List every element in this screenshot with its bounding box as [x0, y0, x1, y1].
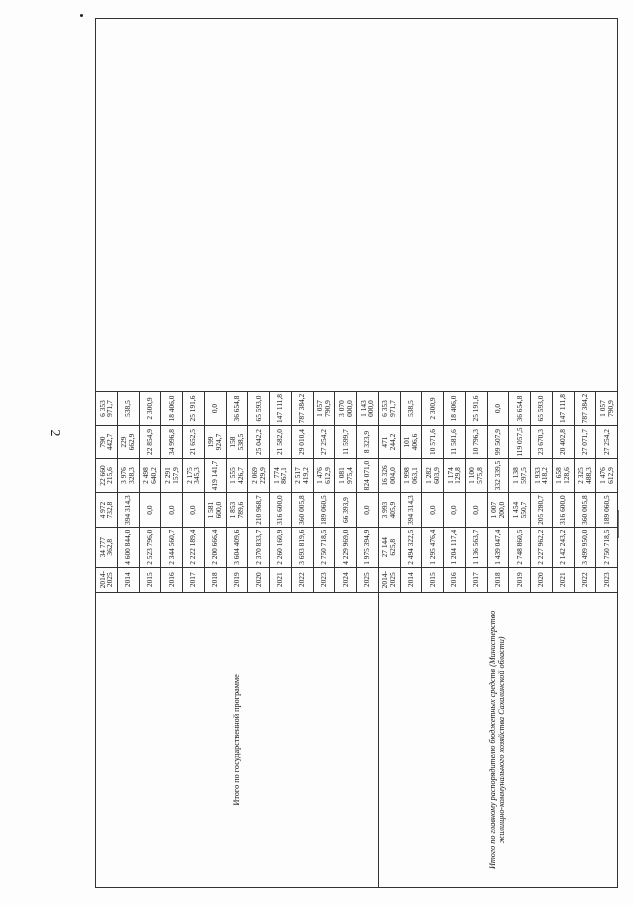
amount-cell: 1 081 975,4 — [335, 458, 357, 493]
amount-cell: 2 523 796,0 — [139, 527, 161, 567]
amount-cell: 0,0 — [161, 493, 183, 528]
amount-cell: 1 975 394,9 — [357, 527, 379, 567]
amount-cell: 1 476 612,9 — [313, 458, 335, 493]
amount-cell: 1 282 603,9 — [422, 458, 444, 493]
period-cell: 2017 — [183, 567, 205, 592]
amount-cell: 18 406,0 — [161, 391, 183, 426]
amount-cell: 394 314,3 — [117, 493, 139, 528]
amount-cell: 3 604 409,6 — [226, 527, 248, 567]
period-cell: 2019 — [226, 567, 248, 592]
amount-cell: 0,0 — [183, 493, 205, 528]
section-label: Итого по главному распорядителю бюджетных средств (Министерство жилищно-коммунального хозяйства Сахалинской области) — [378, 592, 617, 887]
amount-cell: 22 660 215,6 — [96, 458, 118, 493]
period-cell: 2017 — [465, 567, 487, 592]
period-cell: 2014 — [117, 567, 139, 592]
amount-cell: 27 071,7 — [574, 426, 596, 458]
amount-cell: 27 254,2 — [313, 426, 335, 458]
amount-cell: 1 138 597,5 — [509, 458, 531, 493]
amount-cell: 10 571,6 — [422, 426, 444, 458]
amount-cell: 158 538,5 — [226, 426, 248, 458]
amount-cell: 199 924,7 — [204, 426, 226, 458]
amount-cell: 27 254,2 — [596, 426, 618, 458]
amount-cell: 8 323,9 — [357, 426, 379, 458]
amount-cell: 2 494 322,5 — [400, 527, 422, 567]
amount-cell: 2 300,9 — [139, 391, 161, 426]
amount-cell: 1 454 550,7 — [509, 493, 531, 528]
amount-cell: 1 057 790,9 — [596, 391, 618, 426]
amount-cell: 2 750 718,5 — [313, 527, 335, 567]
amount-cell: 20 402,8 — [552, 426, 574, 458]
amount-cell: 2 200 666,4 — [204, 527, 226, 567]
amount-cell: 419 141,7 — [204, 458, 226, 493]
amount-cell: 4 600 844,0 — [117, 527, 139, 567]
amount-cell: 538,5 — [117, 391, 139, 426]
amount-cell: 3 993 405,9 — [378, 493, 400, 528]
amount-cell: 1 007 200,0 — [487, 493, 509, 528]
amount-cell: 119 057,5 — [509, 426, 531, 458]
amount-cell: 2 750 718,5 — [596, 527, 618, 567]
amount-cell: 316 600,0 — [270, 493, 292, 528]
amount-cell: 4 972 732,8 — [96, 493, 118, 528]
period-cell: 2018 — [204, 567, 226, 592]
amount-cell: 0,0 — [487, 391, 509, 426]
page-number: 2 — [47, 429, 62, 437]
amount-cell: 1 774 867,1 — [270, 458, 292, 493]
period-cell: 2014 — [400, 567, 422, 592]
amount-cell: 229 662,9 — [117, 426, 139, 458]
empty-column — [96, 19, 618, 392]
amount-cell: 11 599,7 — [335, 426, 357, 458]
amount-cell: 1 057 790,9 — [313, 391, 335, 426]
amount-cell: 3 070 000,0 — [335, 391, 357, 426]
amount-cell: 25 042,2 — [248, 426, 270, 458]
ink-dot — [80, 14, 83, 17]
amount-cell: 787 384,2 — [291, 391, 313, 426]
amount-cell: 1 204 117,4 — [444, 527, 466, 567]
amount-cell: 0,0 — [204, 391, 226, 426]
amount-cell: 66 393,9 — [335, 493, 357, 528]
amount-cell: 1 933 418,2 — [531, 458, 553, 493]
amount-cell: 6 353 971,7 — [96, 391, 118, 426]
amount-cell: 4 229 969,0 — [335, 527, 357, 567]
amount-cell: 2 222 189,4 — [183, 527, 205, 567]
amount-cell: 0,0 — [444, 493, 466, 528]
amount-cell: 10 796,3 — [465, 426, 487, 458]
period-cell: 2022 — [574, 567, 596, 592]
amount-cell: 25 191,6 — [465, 391, 487, 426]
amount-cell: 21 582,0 — [270, 426, 292, 458]
period-cell: 2024 — [335, 567, 357, 592]
period-cell: 2016 — [161, 567, 183, 592]
amount-cell: 18 406,0 — [444, 391, 466, 426]
amount-cell: 1 998 063,1 — [400, 458, 422, 493]
amount-cell: 147 111,8 — [552, 391, 574, 426]
amount-cell: 23 670,3 — [531, 426, 553, 458]
amount-cell: 2 300,9 — [422, 391, 444, 426]
amount-cell: 538,5 — [400, 391, 422, 426]
amount-cell: 210 968,7 — [248, 493, 270, 528]
amount-cell: 1 853 789,6 — [226, 493, 248, 528]
amount-cell: 2 260 160,9 — [270, 527, 292, 567]
amount-cell: 0,0 — [465, 493, 487, 528]
amount-cell: 21 652,5 — [183, 426, 205, 458]
amount-cell: 27 144 625,8 — [378, 527, 400, 567]
amount-cell: 2 069 229,9 — [248, 458, 270, 493]
amount-cell: 189 060,5 — [596, 493, 618, 528]
budget-table-container — [95, 18, 617, 888]
amount-cell: 34 996,8 — [161, 426, 183, 458]
amount-cell: 360 005,8 — [574, 493, 596, 528]
period-cell: 2022 — [291, 567, 313, 592]
amount-cell: 1 581 600,0 — [204, 493, 226, 528]
amount-cell: 1 143 000,0 — [357, 391, 379, 426]
amount-cell: 3 693 819,6 — [291, 527, 313, 567]
amount-cell: 471 244,2 — [378, 426, 400, 458]
amount-cell: 332 339,5 — [487, 458, 509, 493]
period-cell: 2015 — [422, 567, 444, 592]
amount-cell: 65 593,0 — [248, 391, 270, 426]
amount-cell: 1 555 426,7 — [226, 458, 248, 493]
amount-cell: 2 748 860,5 — [509, 527, 531, 567]
amount-cell: 394 314,3 — [400, 493, 422, 528]
scan-edge-mark — [618, 510, 619, 538]
amount-cell: 1 295 476,4 — [422, 527, 444, 567]
period-cell: 2014-2025 — [96, 567, 118, 592]
amount-cell: 3 976 328,3 — [117, 458, 139, 493]
amount-cell: 2 325 488,3 — [574, 458, 596, 493]
amount-cell: 0,0 — [357, 493, 379, 528]
amount-cell: 1 174 129,8 — [444, 458, 466, 493]
amount-cell: 25 191,6 — [183, 391, 205, 426]
amount-cell: 2 370 833,7 — [248, 527, 270, 567]
amount-cell: 2 175 345,3 — [183, 458, 205, 493]
amount-cell: 22 854,9 — [139, 426, 161, 458]
amount-cell: 1 658 128,6 — [552, 458, 574, 493]
period-cell: 2025 — [357, 567, 379, 592]
amount-cell: 1 439 047,4 — [487, 527, 509, 567]
amount-cell: 2 517 419,2 — [291, 458, 313, 493]
period-cell: 2015 — [139, 567, 161, 592]
amount-cell: 824 071,0 — [357, 458, 379, 493]
amount-cell: 0,0 — [139, 493, 161, 528]
amount-cell: 29 010,4 — [291, 426, 313, 458]
amount-cell: 36 654,8 — [226, 391, 248, 426]
amount-cell: 65 593,0 — [531, 391, 553, 426]
amount-cell: 2 142 243,2 — [552, 527, 574, 567]
period-cell: 2021 — [270, 567, 292, 592]
amount-cell: 189 060,5 — [313, 493, 335, 528]
amount-cell: 0,0 — [422, 493, 444, 528]
period-cell: 2019 — [509, 567, 531, 592]
section-label: Итого по государственной программе — [96, 592, 379, 887]
amount-cell: 6 353 971,7 — [378, 391, 400, 426]
period-cell: 2018 — [487, 567, 509, 592]
amount-cell: 1 476 612,9 — [596, 458, 618, 493]
period-cell: 2021 — [552, 567, 574, 592]
amount-cell: 787 384,2 — [574, 391, 596, 426]
period-cell: 2023 — [596, 567, 618, 592]
period-cell: 2020 — [531, 567, 553, 592]
amount-cell: 2 498 640,2 — [139, 458, 161, 493]
amount-cell: 2 344 560,7 — [161, 527, 183, 567]
amount-cell: 1 136 563,7 — [465, 527, 487, 567]
amount-cell: 790 442,7 — [96, 426, 118, 458]
period-cell: 2016 — [444, 567, 466, 592]
table-row — [96, 19, 118, 888]
amount-cell: 2 291 157,9 — [161, 458, 183, 493]
amount-cell: 101 406,6 — [400, 426, 422, 458]
amount-cell: 34 777 362,8 — [96, 527, 118, 567]
amount-cell: 316 600,0 — [552, 493, 574, 528]
amount-cell: 3 499 950,0 — [574, 527, 596, 567]
amount-cell: 360 005,8 — [291, 493, 313, 528]
amount-cell: 16 326 004,0 — [378, 458, 400, 493]
amount-cell: 147 111,8 — [270, 391, 292, 426]
period-cell: 2023 — [313, 567, 335, 592]
period-cell: 2014-2025 — [378, 567, 400, 592]
budget-table — [95, 18, 618, 888]
period-cell: 2020 — [248, 567, 270, 592]
amount-cell: 205 280,7 — [531, 493, 553, 528]
amount-cell: 36 654,8 — [509, 391, 531, 426]
amount-cell: 1 100 575,8 — [465, 458, 487, 493]
amount-cell: 2 227 962,2 — [531, 527, 553, 567]
amount-cell: 99 507,9 — [487, 426, 509, 458]
amount-cell: 11 581,6 — [444, 426, 466, 458]
